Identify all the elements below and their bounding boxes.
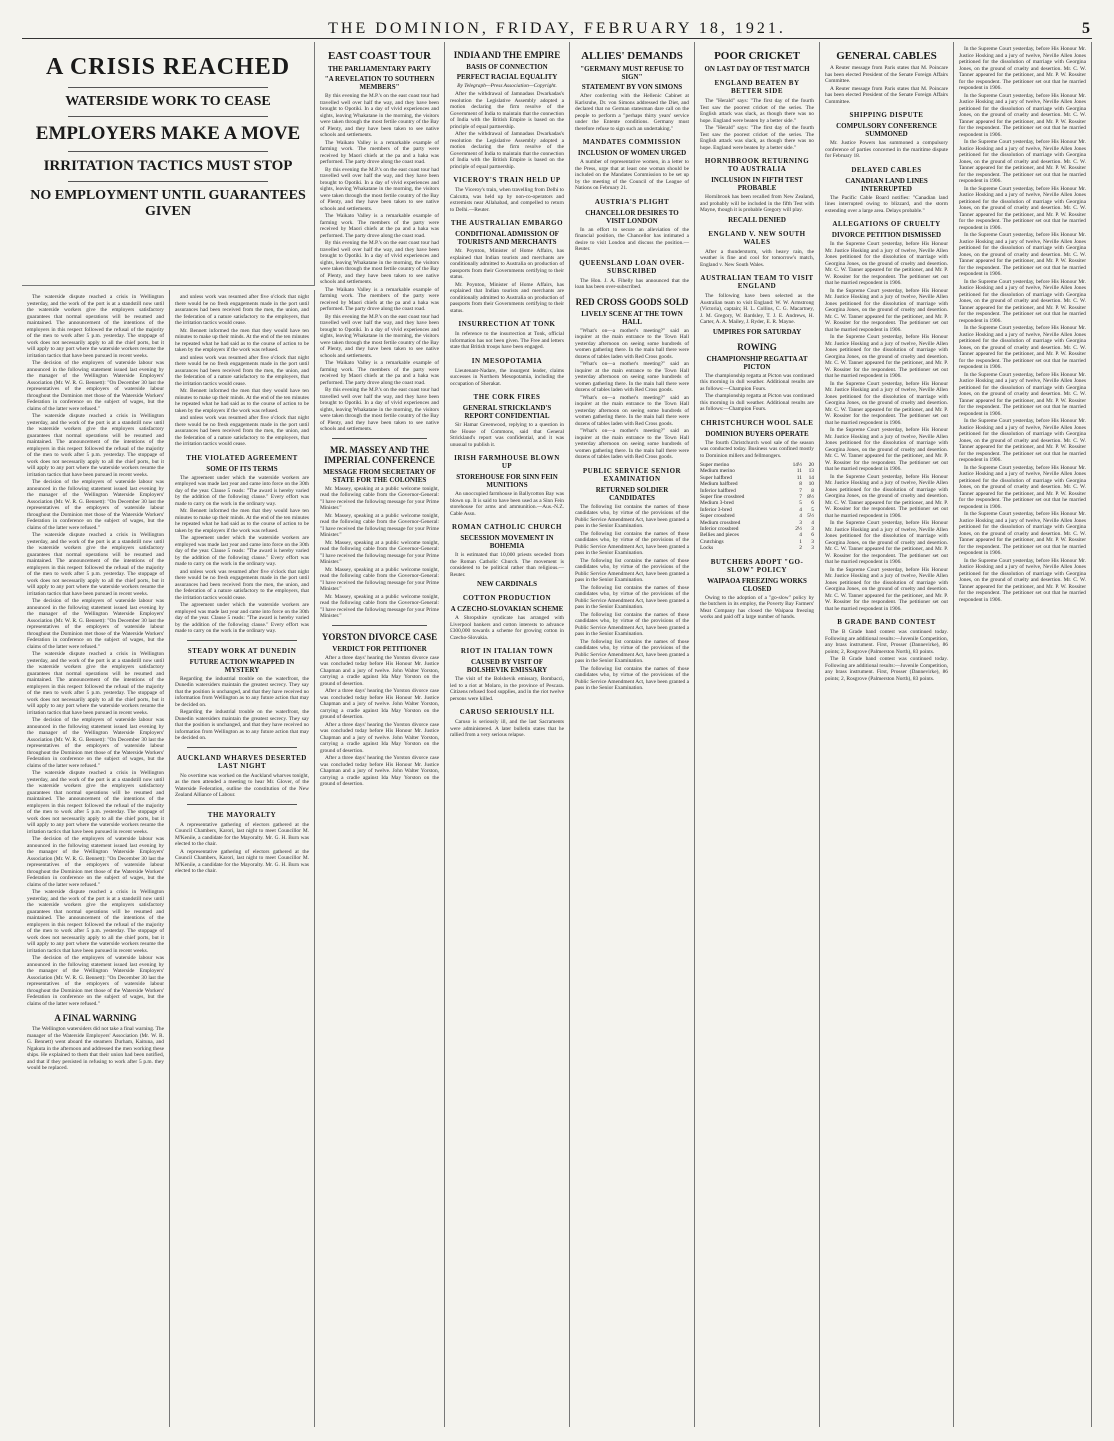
section-subheading: ON LAST DAY OF TEST MATCH <box>704 65 810 73</box>
article-body <box>450 187 564 213</box>
paragraph: In the Supreme Court yesterday, before His Honour Mr. Justice Hosking and a jury of twelve, Neville Allen Jones petitioned for the dissolution of marriage with Georgina Jones, on the ground of cruelty and desertion. Mr. C. W. Tanner appeared for the petitioner, and Mr. P. W. Rossiter for the respondent. The petitioner set out that he married respondent in 1906. <box>959 464 1086 510</box>
paragraph: In reference to the insurrection at Tonk, official information has not been given. The Free and letters state that British troops have been engaged. <box>450 331 564 350</box>
lead-subheadline-3: IRRITATION TACTICS MUST STOP <box>43 158 293 174</box>
paragraph: By this evening the M.P.'s on the east coast tour had travelled well over half the way, and they have been brought to Opotiki. In a day of vivid experiences and sights, leaving Whakatane in the morning, the visitors were taken through the most fertile country of the Bay of Plenty, and they have been taken to see native schools and settlements. <box>320 166 439 212</box>
section-subheading: INCLUSION OF WOMEN URGED <box>577 149 687 157</box>
paragraph: The B Grade band contest was continued today. Following are additional results:—Juvenile Competition, any brass instrument. First, Prosser (Dannevirke), 86 points; 2, Rosgrove (Palmerston North), 83 points. <box>825 656 948 682</box>
paragraph: After a three days' hearing the Yorston divorce case was concluded today before His Honour Mr. Justice Chapman and a jury of twelve. John Walter Yorston, carrying a cradle against Ida May Yorston on the ground of desertion. <box>320 721 439 754</box>
section-subheading: PERFECT RACIAL EQUALITY <box>456 73 558 81</box>
section-heading: PUBLIC SERVICE SENIOR EXAMINATION <box>582 466 682 483</box>
paragraph: Mr. Massey, speaking at a public welcome tonight, read the following cable from the Governor-General: "I have received the following message for your Prime Minister." <box>320 566 439 592</box>
paragraph: and unless work was resumed after five o'clock that night there would be no fresh engagements made in the port until assurances had been received from the men, the union, and the federation of a nature satisfactory to the employers, that the irritation tactics would cease. <box>175 354 309 387</box>
section-subheading: CANADIAN LAND LINES INTERRUPTED <box>845 176 928 193</box>
paragraph: "What's on—a mother's meeting?" said an inquirer at the main entrance to the Town Hall yesterday afternoon on seeing some hundreds of women gathering there. In the main hall there were dozens of tables laden with Red Cross goods. <box>575 361 689 393</box>
price-cell: 4 <box>799 506 802 513</box>
article-body <box>450 719 564 739</box>
paragraph: The Pacific Cable Board notifies: "Canadian land lines interrupted owing to blizzard, and the storm extending over a large area. Delays probable." <box>825 194 948 214</box>
section-heading: INDIA AND THE EMPIRE <box>453 50 561 60</box>
section-subheading: SECESSION MOVEMENT IN BOHEMIA <box>460 534 554 550</box>
section-heading: MANDATES COMMISSION <box>582 138 682 146</box>
paragraph: The B Grade band contest was continued today. Following are additional results:—Juvenile Competition, any brass instrument. First, Prosser (Dannevirke), 86 points; 2, Rosgrove (Palmerston North), 83 points. <box>825 629 948 655</box>
section-subheading: BASIS OF CONNECTION <box>466 63 548 71</box>
price-cell: 3 <box>799 519 802 526</box>
paragraph: Regarding the industrial trouble on the waterfront, the Dunedin watersiders maintain the greatest secrecy. They say that the position is unchanged, and that they have received no information from Wellington as to any future action that may be decided on. <box>175 675 309 708</box>
paragraph: The agreement under which the waterside workers are employed was made last year and came into force on the 30th day of the year. Clause 5 reads: "The award is hereby varied by the addition of the following clause." Every effort was made to carry on the work in the ordinary way. <box>175 474 309 507</box>
paragraph: The decision of the employers of waterside labour was announced in the following statement issued last evening by the manager of the Wellington Waterside Employers' Association (Mr. W. R. G. Bennett): "On December 30 last the representatives of the employers of waterside labour throughout the Dominion met those of the Waterside Workers' Federation in conference on the subject of wages, but the claims of the latter were refused." <box>27 836 164 888</box>
column-4 <box>445 42 570 1427</box>
section-subheading: LIVELY SCENE AT THE TOWN HALL <box>581 309 683 326</box>
price-cell: 2 <box>799 545 802 552</box>
paragraph: The Waikato Valley is a remarkable example of farming work. The members of the party were received by Maori chiefs at the pa and a haka was performed. The party drove along the coast road. <box>320 213 439 239</box>
paragraph: Mr. Massey, speaking at a public welcome tonight, read the following cable from the Governor-General: "I have received the following message for your Prime Minister." <box>320 539 439 565</box>
article-body <box>450 676 564 702</box>
paragraph: "What's on—a mother's meeting?" said an inquirer at the main entrance to the Town Hall yesterday afternoon on seeing some hundreds of women gathering there. In the main hall there were dozens of tables laden with Red Cross goods. <box>575 394 689 427</box>
section-heading: AUSTRALIAN TEAM TO VISIT ENGLAND <box>700 274 814 290</box>
price-cell: 8 <box>811 487 814 494</box>
paragraph: In the Supreme Court yesterday, before His Honour Mr. Justice Hosking and a jury of twelve, Neville Allen Jones petitioned for the dissolution of marriage with Georgina Jones, on the ground of cruelty and desertion. Mr. C. W. Tanner appeared for the petitioner, and Mr. P. W. Rossiter for the respondent. The petitioner set out that he married respondent in 1906. <box>825 380 948 426</box>
section-subheading: NEW CARDINALS <box>477 580 537 588</box>
article-body <box>825 140 948 160</box>
paragraph: and unless work was resumed after five o'clock that night there would be no fresh engagements made in the port until assurances had been received from the men, the union, and the federation of a nature satisfactory to the employers, that the irritation tactics would cease. <box>175 415 309 447</box>
article-body <box>700 440 814 460</box>
paragraph: In the Supreme Court yesterday, before His Honour Mr. Justice Hosking and a jury of twelve, Neville Allen Jones petitioned for the dissolution of marriage with Georgina Jones, on the ground of cruelty and desertion. Mr. C. W. Tanner appeared for the petitioner, and Mr. P. W. Rossiter for the respondent. The petitioner set out that he married respondent in 1906. <box>825 520 948 565</box>
article-body <box>825 241 948 612</box>
article-body <box>700 293 814 326</box>
masthead-title: THE DOMINION, FRIDAY, FEBRUARY 18, 1921. <box>328 20 786 37</box>
paragraph: The decision of the employers of waterside labour was announced in the following statement issued last evening by the manager of the Wellington Waterside Employers' Association (Mr. W. R. G. Bennett): "On December 30 last the representatives of the employers of waterside labour throughout the Dominion met those of the Waterside Workers' Federation in conference on the subject of wages, but the claims of the latter were refused." <box>27 955 164 1007</box>
grade-cell: Inferior 3-bred <box>700 506 732 513</box>
section-subheading: STOREHOUSE FOR SINN FEIN MUNITIONS <box>456 473 558 489</box>
paragraph: The waterside dispute reached a crisis in Wellington yesterday, and the work of the port is at a standstill now until the waterside workers give the employers satisfactory guarantees that normal operations will be resumed and maintained. The announcement of the intentions of the employers in this respect followed the refusal of the majority of the men to work after 5 p.m. yesterday. The stoppage of work does not necessarily apply to all the chief ports, but it will apply to any port where the waterside workers resume the irritation tactics that have been pursued in recent weeks. <box>27 294 164 359</box>
paragraph: "What's on—a mother's meeting?" said an inquirer at the main entrance to the Town Hall yesterday afternoon on seeing some hundreds of women gathering there. In the main hall there were dozens of tables laden with Red Cross goods. <box>575 327 689 360</box>
article-body <box>450 615 564 641</box>
section-heading: SHIPPING DISPUTE <box>849 111 924 119</box>
section-heading: ALLEGATIONS OF CRUELTY <box>832 220 941 228</box>
divider <box>68 116 268 117</box>
paragraph: The waterside dispute reached a crisis in Wellington yesterday, and the work of the port is at a standstill now until the waterside workers give the employers satisfactory guarantees that normal operations will be resumed and maintained. The announcement of the intentions of the employers in this respect followed the refusal of the majority of the men to work after 5 p.m. yesterday. The stoppage of work does not necessarily apply to all the chief ports, but it will apply to any port where the waterside workers resume the irritation tactics that have been pursued in recent weeks. <box>27 770 164 835</box>
price-cell: 3 <box>811 538 814 545</box>
paragraph: A Reuter message from Paris states that M. Poincare has been elected President of the Senate Foreign Affairs Committee. <box>825 85 948 105</box>
paragraph: An unoccupied farmhouse in Ballycotton Bay was blown up. It is said to have been used as a Sinn Fein storehouse for arms and ammunition.—Aus.-N.Z. Cable Assn. <box>450 491 564 517</box>
paragraph: The following list contains the names of those candidates who, by virtue of the provisions of the Public Service Amendment Act, have been granted a pass in the Senior Examination. <box>575 611 689 637</box>
column-2 <box>170 290 315 1427</box>
paragraph: In the Supreme Court yesterday, before His Honour Mr. Justice Hosking and a jury of twelve, Neville Allen Jones petitioned for the dissolution of marriage with Georgina Jones, on the ground of cruelty and desertion. Mr. C. W. Tanner appeared for the petitioner, and Mr. P. W. Rossiter for the respondent. The petitioner set out that he married respondent in 1906. <box>825 287 948 333</box>
grade-cell: Super fine crossbred <box>700 494 745 501</box>
section-heading: EAST COAST TOUR <box>327 50 432 62</box>
paragraph: After the withdrawal of Jamnadass Dwarkadas's resolution the Legislative Assembly adopted a motion declaring the firm resolve of the Government of India to maintain that the connection of India with the British Empire is based on the principle of equal partnership. <box>450 91 564 130</box>
section-heading: GENERAL CABLES <box>836 50 937 62</box>
price-cell: 5½ <box>807 513 814 520</box>
section-heading: RED CROSS GOODS SOLD <box>575 296 689 307</box>
article-body <box>450 422 564 448</box>
paragraph: In the Supreme Court yesterday, before His Honour Mr. Justice Hosking and a jury of twelve, Neville Allen Jones petitioned for the dissolution of marriage with Georgina Jones, on the ground of cruelty and desertion. Mr. C. W. Tanner appeared for the petitioner, and Mr. P. W. Rossiter for the respondent. The petitioner set out that he married respondent in 1906. <box>825 241 948 286</box>
paragraph: The decision of the employers of waterside labour was announced in the following statement issued last evening by the manager of the Wellington Waterside Employers' Association (Mr. W. R. G. Bennett): "On December 30 last the representatives of the employers of waterside labour throughout the Dominion met those of the Waterside Workers' Federation in conference on the subject of wages, but the claims of the latter were refused." <box>27 479 164 531</box>
paragraph: A representative gathering of electors gathered at the Council Chambers, Karori, last night to meet Councillor M. M'Keniie, a candidate for the Mayoralty. Mr. G. H. Burn was elected to the chair. <box>175 848 309 874</box>
lead-headline: A CRISIS REACHED <box>45 54 291 80</box>
paragraph: In the Supreme Court yesterday, before His Honour Mr. Justice Hosking and a jury of twelve, Neville Allen Jones petitioned for the dissolution of marriage with Georgina Jones, on the ground of cruelty and desertion. Mr. C. W. Tanner appeared for the petitioner, and Mr. P. W. Rossiter for the respondent. The petitioner set out that he married respondent in 1906. <box>959 278 1086 324</box>
price-cell: 2½ <box>795 526 802 533</box>
grade-cell: Super crossbred <box>700 513 735 520</box>
section-heading: RIOT IN ITALIAN TOWN <box>460 647 554 655</box>
paragraph: The waterside dispute reached a crisis in Wellington yesterday, and the work of the port is at a standstill now until the waterside workers give the employers satisfactory guarantees that normal operations will be resumed and maintained. The announcement of the intentions of the employers in this respect followed the refusal of the majority of the men to work after 5 p.m. yesterday. The stoppage of work does not necessarily apply to all the chief ports, but it will apply to any port where the waterside workers resume the irritation tactics that have been pursued in recent weeks. <box>27 532 164 597</box>
section-heading: THE CORK FIRES <box>473 393 541 401</box>
section-heading: YORSTON DIVORCE CASE <box>321 631 438 642</box>
paragraph: In an effort to secure an alleviation of the financial position, the Chancellor has intimated a desire to visit London and discuss the position.—Reuter. <box>575 226 689 252</box>
section-heading: DELAYED CABLES <box>851 165 922 174</box>
section-subheading: VERDICT FOR PETITIONER <box>332 644 427 653</box>
section-subheading: UMPIRES FOR SATURDAY <box>712 327 802 336</box>
article-body <box>575 159 689 192</box>
price-cell: 14½ <box>792 462 802 468</box>
divider <box>68 87 268 88</box>
divider <box>187 640 297 641</box>
section-heading: STEADY WORK AT DUNEDIN <box>187 646 297 655</box>
article-body <box>575 227 689 253</box>
article-body <box>175 822 309 875</box>
grade-cell: Inferior crossbred <box>700 526 739 533</box>
paragraph: The following list contains the names of those candidates who, by virtue of the provisions of the Public Service Amendment Act, have been granted a pass in the Senior Examination. <box>575 557 689 583</box>
paragraph: The Wellington watersiders did not take a final warning. The manager of the Waterside Employers' Association (Mr. W. R. G. Bennett) went aboard the steamers Durham, Kaituna, and Ngakuta in the afternoon and addressed the men working these ships. He explained to them that their union had been notified, and that if they persisted in refusing to work after 5 p.m. they would be replaced. <box>27 1026 164 1071</box>
price-cell: 7 <box>799 487 802 494</box>
article-body <box>450 491 564 517</box>
price-cell: 5 <box>799 500 802 507</box>
price-cell: 7 <box>799 494 802 501</box>
price-cell: 5 <box>811 506 814 513</box>
section-subheading: "GERMANY MUST REFUSE TO SIGN" <box>580 65 684 81</box>
paragraph: Hornibrook has been recalled from New Zealand, and probably will be included in the fifth Test with Mayne, though it is probable Gregory will play. <box>700 194 814 213</box>
divider <box>332 625 427 626</box>
paragraph: In the Supreme Court yesterday, before His Honour Mr. Justice Hosking and a jury of twelve, Neville Allen Jones petitioned for the dissolution of marriage with Georgina Jones, on the ground of cruelty and desertion. Mr. C. W. Tanner appeared for the petitioner, and Mr. P. W. Rossiter for the respondent. The petitioner set out that he married respondent in 1906. <box>959 557 1086 603</box>
paragraph: The following list contains the names of those candidates who, by virtue of the provisions of the Public Service Amendment Act, have been granted a pass in the Senior Examination. <box>575 530 689 556</box>
section-heading: COTTON PRODUCTION <box>462 594 552 602</box>
grade-cell: Bellies and pieces <box>700 532 739 539</box>
price-cell: 4 <box>811 519 814 526</box>
section-heading: ROWING <box>737 341 777 352</box>
column-1 <box>22 290 170 1427</box>
grade-cell: Locks <box>700 545 714 552</box>
paragraph: After a three days' hearing the Yorston divorce case was concluded today before His Honour Mr. Justice Chapman and a jury of twelve. John Walter Yorston, carrying a cradle against Ida May Yorston on the ground of desertion. <box>320 755 439 787</box>
article-body <box>700 373 814 413</box>
paragraph: In the Supreme Court yesterday, before His Honour Mr. Justice Hosking and a jury of twelve, Neville Allen Jones petitioned for the dissolution of marriage with Georgina Jones, on the ground of cruelty and desertion. Mr. C. W. Tanner appeared for the petitioner, and Mr. P. W. Rossiter for the respondent. The petitioner set out that he married respondent in 1906. <box>825 334 948 379</box>
article-body <box>575 93 689 132</box>
divider <box>187 747 297 748</box>
article-body <box>320 486 439 620</box>
section-subheading: DOMINION BUYERS OPERATE <box>705 429 809 438</box>
article-body <box>320 93 439 433</box>
paragraph: The "Herald" says: "The first day of the fourth Test saw the poorest cricket of the series. The English attack was slack, as though there was no hope. England were beaten by a better side." <box>700 125 814 151</box>
section-subheading: CHAMPIONSHIP REGATTA AT PICTON <box>706 354 808 371</box>
paragraph: Mr. Poynton, Minister of Home Affairs, has explained that Indian tourists and merchants are conditionally admitted to Australia on production of passports from their Governments certifying to their status. <box>450 281 564 314</box>
paragraph: and unless work was resumed after five o'clock that night there would be no fresh engagements made in the port until assurances had been received from the men, the union, and the federation of a nature satisfactory to the employers, that the irritation tactics would cease. <box>175 294 309 326</box>
section-subheading: RECALL DENIED <box>728 215 786 224</box>
paragraph: The Waikato Valley is a remarkable example of farming work. The members of the party were received by Maori chiefs at the pa and a haka was performed. The party drove along the coast road. <box>320 139 439 165</box>
price-cell: 8½ <box>807 494 814 501</box>
price-cell: 11 <box>796 468 802 475</box>
section-heading: ALLIES' DEMANDS <box>581 50 683 62</box>
paragraph: The following list contains the names of those candidates who, by virtue of the provisions of the Public Service Amendment Act, have been granted a pass in the Senior Examination. <box>575 665 689 691</box>
article-body <box>175 773 309 799</box>
paragraph: In the Supreme Court yesterday, before His Honour Mr. Justice Hosking and a jury of twelve, Neville Allen Jones petitioned for the dissolution of marriage with Georgina Jones, on the ground of cruelty and desertion. Mr. C. W. Tanner appeared for the petitioner, and Mr. P. W. Rossiter for the respondent. The petitioner set out that he married respondent in 1906. <box>825 566 948 612</box>
section-subheading: INCLUSION IN FIFTH TEST PROBABLE <box>711 176 803 192</box>
section-heading: THE MAYORALTY <box>207 810 277 819</box>
price-cell: 20 <box>808 462 814 468</box>
grade-cell: Medium 3-bred <box>700 500 734 507</box>
divider <box>68 181 268 182</box>
section-subheading: FUTURE ACTION WRAPPED IN MYSTERY <box>189 657 295 674</box>
section-heading: THE AUSTRALIAN EMBARGO <box>450 219 564 227</box>
paragraph: Sir Hamar Greenwood, replying to a question in the House of Commons, said that General Strickland's report was confidential, and it was unusual to publish it. <box>450 422 564 448</box>
article-body <box>825 65 948 105</box>
section-subheading: THE PARLIAMENTARY PARTY <box>327 65 432 73</box>
lead-headlines <box>22 42 315 286</box>
article-body <box>700 194 814 214</box>
section-heading: HORNIBROOK RETURNING TO AUSTRALIA <box>704 157 810 173</box>
paragraph: Mr. Massey, speaking at a public welcome tonight, read the following cable from the Governor-General: "I have received the following message for your Prime Minister." <box>320 593 439 619</box>
wool-price-table <box>700 462 814 552</box>
paragraph: By this evening the M.P.'s on the east coast tour had travelled well over half the way, and they have been brought to Opotiki. In a day of vivid experiences and sights, leaving Whakatane in the morning, the visitors were taken through the most fertile country of the Bay of Plenty, and they have been taken to see native schools and settlements. <box>320 240 439 285</box>
paragraph: The Hon. J. A. Fihelly has announced that the loan has been over-subscribed. <box>575 277 689 290</box>
price-cell: 1 <box>799 538 802 545</box>
section-heading: MR. MASSEY AND THE IMPERIAL CONFERENCE <box>324 444 435 465</box>
section-heading: THE VIOLATED AGREEMENT <box>186 453 298 462</box>
paragraph: The following list contains the names of those candidates who, by virtue of the provisions of the Public Service Amendment Act, have been granted a pass in the Senior Examination. <box>575 638 689 664</box>
paragraph: Mr. Bennett informed the men that they would have ten minutes to make up their minds. At the end of the ten minutes he repeated what he had said as to the course of action to be taken by the employers if the work was refused. <box>175 327 309 353</box>
paragraph: The agreement under which the waterside workers are employed was made last year and came into force on the 30th day of the year. Clause 5 reads: "The award is hereby varied by the addition of the following clause." Every effort was made to carry on the work in the ordinary way. <box>175 602 309 634</box>
section-heading: BUTCHERS ADOPT "GO-SLOW" POLICY <box>710 557 804 574</box>
section-heading: A FINAL WARNING <box>54 1013 137 1023</box>
paragraph: By this evening the M.P.'s on the east coast tour had travelled well over half the way, and they have been brought to Opotiki. In a day of vivid experiences and sights, leaving Whakatane in the morning, the visitors were taken through the most fertile country of the Bay of Plenty, and they have been taken to see native schools and settlements. <box>320 387 439 432</box>
article-body <box>825 195 948 215</box>
article-body <box>320 655 439 788</box>
paragraph: The Viceroy's train, when travelling from Delhi to Calcutta, was held up by non-co-operators and extremists near Allahabad, and compelled to return to Delhi.—Reuter. <box>450 187 564 213</box>
paragraph: Mr. Massey, speaking at a public welcome tonight, read the following cable from the Governor-General: "I have received the following message for your Prime Minister." <box>320 512 439 538</box>
paragraph: In the Supreme Court yesterday, before His Honour Mr. Justice Hosking and a jury of twelve, Neville Allen Jones petitioned for the dissolution of marriage with Georgina Jones, on the ground of cruelty and desertion. Mr. C. W. Tanner appeared for the petitioner, and Mr. P. W. Rossiter for the respondent. The petitioner set out that he married respondent in 1906. <box>959 92 1086 138</box>
paragraph: No overtime was worked on the Auckland wharves tonight, as the men attended a meeting to hear Mr. Glover, of the Waterside Federation, outline the constitution of the New Zealand Alliance of Labour. <box>175 772 309 798</box>
paragraph: It is estimated that 10,000 priests seceded from the Roman Catholic Church. The movement is considered to be political rather than religious.—Reuter. <box>450 552 564 578</box>
section-heading: INSURRECTION AT TONK <box>458 320 556 328</box>
paragraph: The championship regatta at Picton was continued this morning in dull weather. Additional results are as follows:—Champion Fours. <box>700 372 814 392</box>
section-subheading: GENERAL STRICKLAND'S REPORT CONFIDENTIAL <box>462 404 552 420</box>
paragraph: In the Supreme Court yesterday, before His Honour Mr. Justice Hosking and a jury of twelve, Neville Allen Jones petitioned for the dissolution of marriage with Georgina Jones, on the ground of cruelty and desertion. Mr. C. W. Tanner appeared for the petitioner, and Mr. P. W. Rossiter for the respondent. The petitioner set out that he married respondent in 1906. <box>825 473 948 519</box>
section-heading: CARUSO SERIOUSLY ILL <box>459 708 555 716</box>
paragraph: Mr. Massey, speaking at a public welcome tonight, read the following cable from the Governor-General: "I have received the following message for your Prime Minister." <box>320 485 439 511</box>
section-subheading: CHANCELLOR DESIRES TO VISIT LONDON <box>585 208 679 225</box>
paragraph: The following have been selected as the Australian team to visit England: W. W. Armstrong (Victoria), captain; H. L. Collins, C. G. Macartney, J. M. Gregory, W. Bardsley, T. J. E. Andrews, H. Carter, A. A. Mailey, J. Ryder, E. R. Mayne. <box>700 293 814 325</box>
article-body <box>959 46 1086 603</box>
price-cell: 10 <box>808 481 814 488</box>
paragraph: In the Supreme Court yesterday, before His Honour Mr. Justice Hosking and a jury of twelve, Neville Allen Jones petitioned for the dissolution of marriage with Georgina Jones, on the ground of cruelty and desertion. Mr. C. W. Tanner appeared for the petitioner, and Mr. P. W. Rossiter for the respondent. The petitioner set out that he married respondent in 1906. <box>959 232 1086 277</box>
grade-cell: Inferior halfbred <box>700 487 736 494</box>
price-cell: 3 <box>811 526 814 533</box>
grade-cell: Medium merino <box>700 468 735 475</box>
paragraph: Lieutenant-Nadare, the insurgent leader, claims successes in Northern Mesopotamia, including the occupation of Sherakat. <box>450 367 564 387</box>
price-cell: 6 <box>811 500 814 507</box>
section-heading: B GRADE BAND CONTEST <box>837 618 936 626</box>
divider <box>187 804 297 805</box>
price-cell: 4 <box>799 532 802 539</box>
paragraph: The waterside dispute reached a crisis in Wellington yesterday, and the work of the port is at a standstill now until the waterside workers give the employers satisfactory guarantees that normal operations will be resumed and maintained. The announcement of the intentions of the employers in this respect followed the refusal of the majority of the men to work after 5 p.m. yesterday. The stoppage of work does not necessarily apply to all the chief ports, but it will apply to any port where the waterside workers resume the irritation tactics that have been pursued in recent weeks. <box>27 413 164 478</box>
paragraph: By this evening the M.P.'s on the east coast tour had travelled well over half the way, and they have been brought to Opotiki. In a day of vivid experiences and sights, leaving Whakatane in the morning, the visitors were taken through the most fertile country of the Bay of Plenty, and they have been taken to see native schools and settlements. <box>320 313 439 359</box>
lead-subheadline-4: NO EMPLOYMENT UNTIL GUARANTEES GIVEN <box>30 188 306 219</box>
paragraph: After a three days' hearing the Yorston divorce case was concluded today before His Honour Mr. Justice Chapman and a jury of twelve. John Walter Yorston, carrying a cradle against Ida May Yorston on the ground of desertion. <box>320 654 439 687</box>
paragraph: After a three days' hearing the Yorston divorce case was concluded today before His Honour Mr. Justice Chapman and a jury of twelve. John Walter Yorston, carrying a cradle against Ida May Yorston on the ground of desertion. <box>320 688 439 720</box>
section-subheading: RETURNED SOLDIER CANDIDATES <box>595 485 669 502</box>
paragraph: In the Supreme Court yesterday, before His Honour Mr. Justice Hosking and a jury of twelve, Neville Allen Jones petitioned for the dissolution of marriage with Georgina Jones, on the ground of cruelty and desertion. Mr. C. W. Tanner appeared for the petitioner, and Mr. P. W. Rossiter for the respondent. The petitioner set out that he married respondent in 1906. <box>959 325 1086 370</box>
table-row <box>700 545 814 551</box>
paragraph: In the Supreme Court yesterday, before His Honour Mr. Justice Hosking and a jury of twelve, Neville Allen Jones petitioned for the dissolution of marriage with Georgina Jones, on the ground of cruelty and desertion. Mr. C. W. Tanner appeared for the petitioner, and Mr. P. W. Rossiter for the respondent. The petitioner set out that he married respondent in 1906. <box>959 185 1086 231</box>
section-subheading: SOME OF ITS TERMS <box>206 464 278 473</box>
paragraph: A Reuter message from Paris states that M. Poincare has been elected President of the Senate Foreign Affairs Committee. <box>825 65 948 84</box>
paragraph: Mr. Bennett informed the men that they would have ten minutes to make up their minds. At the end of the ten minutes he repeated what he had said as to the course of action to be taken by the employers if the work was refused. <box>175 388 309 414</box>
grade-cell: Medium halfbred <box>700 481 738 488</box>
column-5 <box>570 42 695 1427</box>
section-heading: IRISH FARMHOUSE BLOWN UP <box>454 454 560 470</box>
paragraph: In the Supreme Court yesterday, before His Honour Mr. Justice Hosking and a jury of twelve, Neville Allen Jones petitioned for the dissolution of marriage with Georgina Jones, on the ground of cruelty and desertion. Mr. C. W. Tanner appeared for the petitioner, and Mr. P. W. Rossiter for the respondent. The petitioner set out that he married respondent in 1906. <box>825 427 948 472</box>
paragraph: After a thunderstorm, with heavy rain, the weather is fine and cool for tomorrow's match, England v. New South Wales. <box>700 248 814 268</box>
paragraph: A number of representative women, in a letter to the Press, urge that at least one woman should be included on the Mandates Commission to be set up by the meeting of the Council of the League of Nations on February 21. <box>575 159 689 191</box>
grade-cell: Crutchings <box>700 538 724 545</box>
paragraph: The Waikato Valley is a remarkable example of farming work. The members of the party were received by Maori chiefs at the pa and a haka was performed. The party drove along the coast road. <box>320 360 439 386</box>
section-heading: VICEROY'S TRAIN HELD UP <box>453 176 561 184</box>
section-heading: ROMAN CATHOLIC CHURCH <box>452 523 562 531</box>
price-cell: 3 <box>811 545 814 552</box>
paragraph: A representative gathering of electors gathered at the Council Chambers, Karori, last night to meet Councillor M. M'Keniie, a candidate for the Mayoralty. Mr. G. H. Burn was elected to the chair. <box>175 821 309 847</box>
section-subheading: CONDITIONAL ADMISSION OF TOURISTS AND MERCHANTS <box>455 230 559 246</box>
paragraph: "What's on—a mother's meeting?" said an inquirer at the main entrance to the Town Hall yesterday afternoon on seeing some hundreds of women gathering there. In the main hall there were dozens of tables laden with Red Cross goods. <box>575 428 689 460</box>
grade-cell: Super merino <box>700 462 730 468</box>
paragraph: The following list contains the names of those candidates who, by virtue of the provisions of the Public Service Amendment Act, have been granted a pass in the Senior Examination. <box>575 584 689 610</box>
paragraph: The decision of the employers of waterside labour was announced in the following statement issued last evening by the manager of the Wellington Waterside Employers' Association (Mr. W. R. G. Bennett): "On December 30 last the representatives of the employers of waterside labour throughout the Dominion met those of the Waterside Workers' Federation in conference on the subject of wages, but the claims of the latter were refused." <box>27 360 164 412</box>
column-3 <box>315 42 445 1427</box>
paragraph: The visit of the Bolshevik emissary, Bombacci, led to a riot at Molaro, in the province of Pescara. Citizens refused food supplies, and in the riot twelve persons were killed. <box>450 676 564 702</box>
article-body <box>575 278 689 291</box>
section-heading: ENGLAND V. NEW SOUTH WALES <box>708 229 806 246</box>
section-heading: IN MESOPOTAMIA <box>471 356 543 365</box>
article-body <box>175 676 309 742</box>
paragraph: Mr. Justice Powers has summoned a compulsory conference of parties concerned in the maritime dispute for February 18. <box>825 140 948 159</box>
paragraph: The agreement under which the waterside workers are employed was made last year and came into force on the 30th day of the year. Clause 5 reads: "The award is hereby varied by the addition of the following clause." Every effort was made to carry on the work in the ordinary way. <box>175 535 309 567</box>
paragraph: The decision of the employers of waterside labour was announced in the following statement issued last evening by the manager of the Wellington Waterside Employers' Association (Mr. W. R. G. Bennett): "On December 30 last the representatives of the employers of waterside labour throughout the Dominion met those of the Waterside Workers' Federation in conference on the subject of wages, but the claims of the latter were refused." <box>27 598 164 650</box>
paragraph: A Shropshire syndicate has arranged with Liverpool bankers and cotton interests to advance £300,000 towards a scheme for growing cotton in Czecho-Slovakia. <box>450 615 564 641</box>
section-subheading: COMPULSORY CONFERENCE SUMMONED <box>836 122 937 138</box>
section-heading: AUCKLAND WHARVES DESERTED LAST NIGHT <box>177 753 307 770</box>
section-heading: POOR CRICKET <box>714 50 800 62</box>
paragraph: After conferring with the Hellenic Cabinet at Karlsruhe, Dr. von Simons addressed the Diet, and declared that no German statesman dare call on the people to perform a "perhaps thirty years' service under the Entente conditions. Germany must therefore refuse to sign such an undertaking." <box>575 93 689 132</box>
paragraph: After the withdrawal of Jamnadass Dwarkadas's resolution the Legislative Assembly adopted a motion declaring the firm resolve of the Government of India to maintain that the connection of India with the British Empire is based on the principle of equal partnership. <box>450 131 564 170</box>
article-body <box>700 98 814 151</box>
paragraph: In the Supreme Court yesterday, before His Honour Mr. Justice Hosking and a jury of twelve, Neville Allen Jones petitioned for the dissolution of marriage with Georgina Jones, on the ground of cruelty and desertion. Mr. C. W. Tanner appeared for the petitioner, and Mr. P. W. Rossiter for the respondent. The petitioner set out that he married respondent in 1906. <box>959 139 1086 184</box>
paragraph: The waterside dispute reached a crisis in Wellington yesterday, and the work of the port is at a standstill now until the waterside workers give the employers satisfactory guarantees that normal operations will be resumed and maintained. The announcement of the intentions of the employers in this respect followed the refusal of the majority of the men to work after 5 p.m. yesterday. The stoppage of work does not necessarily apply to all the chief ports, but it will apply to any port where the waterside workers resume the irritation tactics that have been pursued in recent weeks. <box>27 889 164 954</box>
section-subheading: DIVORCE PETITION DISMISSED <box>831 231 942 239</box>
section-subheading: A CZECHO-SLOVAKIAN SCHEME <box>450 605 564 613</box>
paragraph: Caruso is seriously ill, and the last Sacraments were administered. A later bulletin states that he rallied from a very serious relapse. <box>450 719 564 738</box>
paragraph: and unless work was resumed after five o'clock that night there would be no fresh engagements made in the port until assurances had been received from the men, the union, and the federation of a nature satisfactory to the employers, that the irritation tactics would cease. <box>175 568 309 601</box>
price-cell: 11 <box>796 474 802 481</box>
masthead <box>22 14 1092 39</box>
paragraph: The fourth Christchurch wool sale of the season was conducted today. Business was confined mostly to Dominion millers and fellmongers. <box>700 439 814 459</box>
section-subheading: CAUSED BY VISIT OF BOLSHEVIK EMISSARY <box>466 658 548 674</box>
article-body <box>825 629 948 682</box>
paragraph: The "Herald" says: "The first day of the fourth Test saw the poorest cricket of the series. The English attack was slack, as though there was no hope. England were beaten by a better side." <box>700 98 814 124</box>
column-8 <box>954 42 1092 1427</box>
paragraph: The Waikato Valley is a remarkable example of farming work. The members of the party were received by Maori chiefs at the pa and a haka was performed. The party drove along the coast road. <box>320 286 439 312</box>
article-body <box>700 249 814 269</box>
section-heading: AUSTRIA'S PLIGHT <box>594 197 670 206</box>
article-body <box>700 595 814 621</box>
paragraph: The decision of the employers of waterside labour was announced in the following statement issued last evening by the manager of the Wellington Waterside Employers' Association (Mr. W. R. G. Bennett): "On December 30 last the representatives of the employers of waterside labour throughout the Dominion met those of the Waterside Workers' Federation in conference on the subject of wages, but the claims of the latter were refused." <box>27 717 164 769</box>
article-body <box>575 504 689 692</box>
paragraph: In the Supreme Court yesterday, before His Honour Mr. Justice Hosking and a jury of twelve, Neville Allen Jones petitioned for the dissolution of marriage with Georgina Jones, on the ground of cruelty and desertion. Mr. C. W. Tanner appeared for the petitioner, and Mr. P. W. Rossiter for the respondent. The petitioner set out that he married respondent in 1906. <box>959 418 1086 463</box>
lead-subheadline-2: EMPLOYERS MAKE A MOVE <box>35 123 301 144</box>
section-subheading: WAIPAOA FREEZING WORKS CLOSED <box>707 576 807 593</box>
grade-cell: Super halfbred <box>700 474 732 481</box>
column-7 <box>820 42 954 1427</box>
paragraph: The waterside dispute reached a crisis in Wellington yesterday, and the work of the port is at a standstill now until the waterside workers give the employers satisfactory guarantees that normal operations will be resumed and maintained. The announcement of the intentions of the employers in this respect followed the refusal of the majority of the men to work after 5 p.m. yesterday. The stoppage of work does not necessarily apply to all the chief ports, but it will apply to any port where the waterside workers resume the irritation tactics that have been pursued in recent weeks. <box>27 651 164 716</box>
price-cell: 14 <box>808 474 814 481</box>
section-subheading: MESSAGE FROM SECRETARY OF STATE FOR THE COLONIES <box>323 467 436 484</box>
column-6 <box>695 42 820 1427</box>
price-cell: 13 <box>808 468 814 475</box>
section-subheading: "A REVELATION TO SOUTHERN MEMBERS" <box>324 75 435 91</box>
divider <box>68 151 268 152</box>
paragraph: In the Supreme Court yesterday, before His Honour Mr. Justice Hosking and a jury of twelve, Neville Allen Jones petitioned for the dissolution of marriage with Georgina Jones, on the ground of cruelty and desertion. Mr. C. W. Tanner appeared for the petitioner, and Mr. P. W. Rossiter for the respondent. The petitioner set out that he married respondent in 1906. <box>959 46 1086 91</box>
paragraph: Mr. Bennett informed the men that they would have ten minutes to make up their minds. At the end of the ten minutes he repeated what he had said as to the course of action to be taken by the employers if the work was refused. <box>175 508 309 534</box>
paragraph: In the Supreme Court yesterday, before His Honour Mr. Justice Hosking and a jury of twelve, Neville Allen Jones petitioned for the dissolution of marriage with Georgina Jones, on the ground of cruelty and desertion. Mr. C. W. Tanner appeared for the petitioner, and Mr. P. W. Rossiter for the respondent. The petitioner set out that he married respondent in 1906. <box>959 371 1086 417</box>
article-body <box>450 552 564 578</box>
paragraph: The following list contains the names of those candidates who, by virtue of the provisions of the Public Service Amendment Act, have been granted a pass in the Senior Examination. <box>575 503 689 529</box>
grade-cell: Medium crossbred <box>700 519 741 526</box>
section-heading: ENGLAND BEATEN BY BETTER SIDE <box>714 79 800 95</box>
price-cell: 8 <box>799 481 802 488</box>
section-heading: QUEENSLAND LOAN OVER-SUBSCRIBED <box>579 258 685 275</box>
article-body <box>575 328 689 461</box>
article-body <box>27 294 164 1007</box>
article-body <box>450 368 564 388</box>
lead-subheadline-1: WATERSIDE WORK TO CEASE <box>65 94 271 109</box>
article-body <box>450 248 564 314</box>
article-body <box>450 91 564 170</box>
divider <box>332 438 427 439</box>
section-subheading: STATEMENT BY VON SIMONS <box>581 83 683 91</box>
paragraph: Mr. Poynton, Minister of Home Affairs, has explained that Indian tourists and merchants are conditionally admitted to Australia on production of passports from their Governments certifying to their status. <box>450 248 564 280</box>
byline: By Telegraph—Press Association—Copyright. <box>457 83 557 89</box>
article-body <box>450 331 564 351</box>
paragraph: Owing to the adoption of a "go-slow" policy by the butchers in its employ, the Poverty Bay Farmers' Meat Company has closed the Waipaoa freezing works and paid off a large number of hands. <box>700 594 814 621</box>
paragraph: In the Supreme Court yesterday, before His Honour Mr. Justice Hosking and a jury of twelve, Neville Allen Jones petitioned for the dissolution of marriage with Georgina Jones, on the ground of cruelty and desertion. Mr. C. W. Tanner appeared for the petitioner, and Mr. P. W. Rossiter for the respondent. The petitioner set out that he married respondent in 1906. <box>959 511 1086 556</box>
paragraph: Regarding the industrial trouble on the waterfront, the Dunedin watersiders maintain the greatest secrecy. They say that the position is unchanged, and that they have received no information from Wellington as to any future action that may be decided on. <box>175 709 309 741</box>
price-cell: 6 <box>811 532 814 539</box>
price-cell: 4 <box>799 513 802 520</box>
page-number: 5 <box>1082 20 1092 37</box>
article-body <box>175 294 309 448</box>
paragraph: The championship regatta at Picton was continued this morning in dull weather. Additional results are as follows:—Champion Fours. <box>700 393 814 412</box>
article-body <box>175 475 309 635</box>
article-body <box>27 1026 164 1072</box>
paragraph: By this evening the M.P.'s on the east coast tour had travelled well over half the way, and they have been brought to Opotiki. In a day of vivid experiences and sights, leaving Whakatane in the morning, the visitors were taken through the most fertile country of the Bay of Plenty, and they have been taken to see native schools and settlements. <box>320 93 439 138</box>
section-heading: CHRISTCHURCH WOOL SALE <box>700 418 814 427</box>
